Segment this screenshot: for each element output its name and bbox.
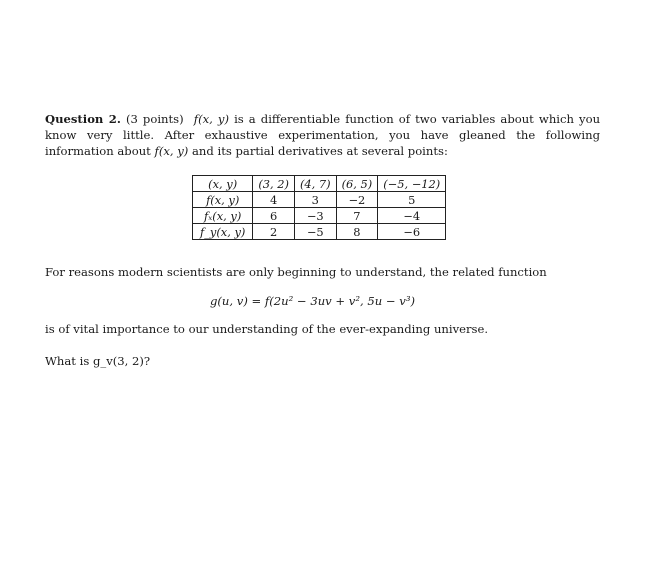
- table-cell: 5: [378, 192, 446, 208]
- table-header-cell: (3, 2): [253, 176, 295, 192]
- table-header-cell: (4, 7): [294, 176, 336, 192]
- table-cell: −4: [378, 208, 446, 224]
- question-prompt: What is g_v(3, 2)?: [45, 354, 151, 368]
- intro-function-2: f(x, y): [154, 144, 189, 158]
- intro-function: f(x, y): [193, 112, 229, 126]
- intro-text: is a differentiable function of two variables about which you know very little. After exhaustive experimentation, you have gleaned the following information about: [45, 112, 601, 158]
- reasons-paragraph: For reasons modern scientists are only beginning to understand, the related function: [45, 265, 547, 279]
- table-row-label: f_y(x, y): [193, 224, 253, 240]
- table-cell: 3: [294, 192, 336, 208]
- table-row-label: f(x, y): [193, 192, 253, 208]
- table-cell: −5: [294, 224, 336, 240]
- table-row: [193, 224, 446, 240]
- intro-end-text: and its partial derivatives at several points:: [192, 144, 448, 158]
- table-cell: −2: [336, 192, 378, 208]
- table-cell: −6: [378, 224, 446, 240]
- table-cell: 8: [336, 224, 378, 240]
- table-row: [193, 192, 446, 208]
- table-header-cell: (6, 5): [336, 176, 378, 192]
- table-header-row: [193, 176, 446, 192]
- table-row-label: fₓ(x, y): [193, 208, 253, 224]
- question-intro: [45, 111, 600, 159]
- table-cell: 2: [253, 224, 295, 240]
- values-table: [192, 175, 446, 240]
- equation-display: g(u, v) = f(2u² − 3uv + v², 5u − v³): [209, 294, 416, 308]
- vital-paragraph: is of vital importance to our understanding of the ever-expanding universe.: [45, 322, 489, 336]
- table-cell: 6: [253, 208, 295, 224]
- table-header-cell: (x, y): [193, 176, 253, 192]
- question-block: [45, 111, 600, 369]
- table-row: [193, 208, 446, 224]
- table-cell: 4: [253, 192, 295, 208]
- table-cell: 7: [336, 208, 378, 224]
- question-label: Question 2.: [45, 112, 121, 126]
- question-points: (3 points): [125, 112, 184, 126]
- table-header-cell: (−5, −12): [378, 176, 446, 192]
- table-cell: −3: [294, 208, 336, 224]
